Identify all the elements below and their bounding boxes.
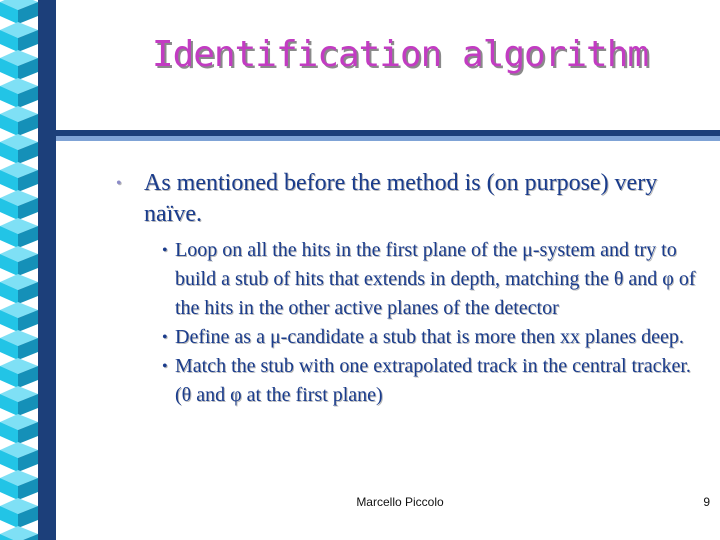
slide-content [112, 168, 702, 410]
sub-bullet-list [162, 236, 702, 410]
main-bullet [112, 168, 702, 230]
bullet-icon: • [162, 358, 168, 375]
bullet-icon: • [162, 329, 168, 346]
sub-bullet [162, 352, 702, 410]
left-cube-border-decoration [0, 0, 80, 540]
slide-title: Identification algorithm [151, 34, 649, 75]
sub-bullet [162, 323, 702, 352]
footer-page-number: 9 [703, 495, 710, 509]
sub-bullet-text: Loop on all the hits in the first plane of the μ-system and try to build a stub of hits that extends in depth, matching the θ and φ of the hits in the other active planes of the detector [175, 239, 696, 319]
horizontal-divider-bar [56, 130, 720, 154]
bullet-icon: • [162, 242, 168, 259]
bullet-icon: • [116, 175, 122, 192]
sub-bullet-text: Define as a μ-candidate a stub that is more then xx planes deep. [175, 326, 684, 348]
sub-bullet [162, 236, 702, 323]
footer-author: Marcello Piccolo [356, 495, 444, 509]
sub-bullet-text: Match the stub with one extrapolated track in the central tracker. (θ and φ at the first plane) [175, 355, 691, 406]
main-bullet-text: As mentioned before the method is (on purpose) very naïve. [144, 170, 658, 227]
